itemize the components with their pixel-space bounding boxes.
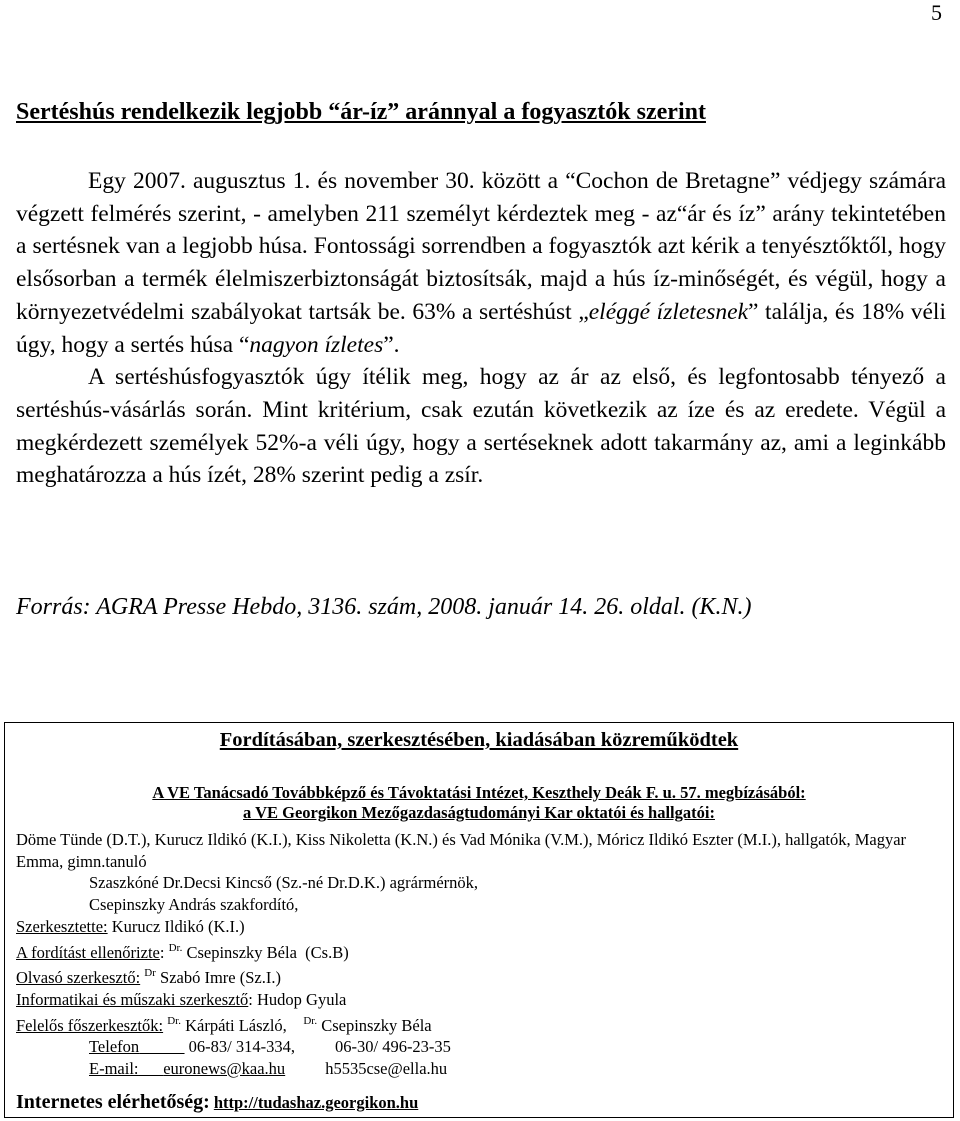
checker-name: Csepinszky Béla [186,942,297,962]
phone-line [16,1036,941,1058]
commission-line-2: a VE Georgikon Mezőgazdaságtudományi Kar oktatói és hallgatói: [243,803,715,822]
editor-line [16,916,941,938]
it-editor-name: Hudop Gyula [257,989,347,1009]
chief-editor-1-name: Kárpáti László, [185,1015,287,1035]
checker-label: A fordítást ellenőrizte [16,942,160,962]
commission-block [5,783,953,823]
email-label: E-mail: euronews@kaa.hu [89,1059,286,1079]
paragraph-1 [16,165,946,361]
proofreader-label: Olvasó szerkesztő: [16,968,141,988]
proofreader-name: Szabó Imre (Sz.I.) [160,968,281,988]
source-citation: Forrás: AGRA Presse Hebdo, 3136. szám, 2008. január 14. 26. oldal. (K.N.) [16,594,752,620]
paragraph-2: A sertéshúsfogyasztók úgy ítélik meg, hogy az ár az első, és legfontosabb tényező a sertéshús-vásárlás során. Mint kritérium, csak ezután következik az íze és az eredete. Végül a megkérdezett személyek 52%-a véli úgy, hogy a sertéseknek adott takarmány az, ami a leginkább meghatározza a hús ízét, 28% szerint pedig a zsír. [16,364,946,489]
quote-eleggé-izletesnek: eléggé ízletesnek [588,298,749,325]
chief-editors-line [16,1011,941,1037]
chief-editor-2-title: Dr. [303,1014,318,1027]
checker-abbr: (Cs.B) [305,942,349,962]
page-number: 5 [931,0,942,25]
phone-number-1: 06-83/ 314-334, [188,1037,295,1057]
article-body [16,165,946,492]
checker-line [16,938,941,964]
paragraph-1-text: Egy 2007. augusztus 1. és november 30. között a “Cochon de Bretagne” védjegy számára végzett felmérés szerint, - amelyben 211 személyt kérdeztek meg - az“ár és íz” arány tekintetében a sertésnek van a legjobb húsa. Fontossági sorrendben a fogyasztók azt kérik a tenyésztőktől, hogy elsősorban a termék élelmiszerbiztonságát biztosítsák, majd a hús íz-minőségét, és végül, hogy a környezetvédelmi szabályokat tartsák be. 63% a sertéshúst [16,168,946,325]
it-editor-colon: : [248,989,253,1009]
editor-value: Kurucz Ildikó (K.I.) [111,916,245,936]
quote-continuation: ” találja, és 18% véli úgy, hogy a sertés húsa “ [16,298,946,358]
email-address-2[interactable]: h5535cse@ella.hu [325,1059,448,1079]
editor-label: Szerkesztette: [16,916,108,936]
contributor-translator: Csepinszky András szakfordító, [89,895,299,915]
phone-label: Telefon [89,1037,140,1057]
website-label: Internetes elérhetőség: [16,1091,210,1113]
chief-editor-2-name: Csepinszky Béla [321,1015,432,1035]
email-address-1[interactable]: euronews@kaa.hu [163,1059,286,1079]
website-link[interactable]: http://tudashaz.georgikon.hu [213,1093,419,1112]
email-line [16,1058,941,1080]
credits-list [16,829,941,1080]
commission-line-1: A VE Tanácsadó Továbbképző és Távoktatási Intézet, Keszthely Deák F. u. 57. megbízásából: [152,783,806,802]
quote-nagyon-izletes: nagyon ízletes [249,331,384,358]
it-editor-line [16,989,941,1011]
credits-box [4,722,954,1118]
checker-colon: : [159,942,165,962]
credits-heading: Fordításában, szerkesztésében, kiadásában közreműködtek [219,729,739,751]
proofreader-line [16,963,941,989]
checker-title: Dr. [168,941,183,954]
chief-editors-label: Felelős főszerkesztők: [16,1015,164,1035]
quote-close: ”. [383,331,400,358]
article-title: Sertéshús rendelkezik legjobb “ár-íz” aránnyal a fogyasztók szerint [16,99,706,125]
it-editor-label: Informatikai és műszaki szerkesztő [16,989,249,1009]
proofreader-title: Dr [144,967,156,980]
quote-open: „ [578,298,589,325]
chief-editor-1-title: Dr. [167,1014,181,1027]
website-line [16,1091,418,1114]
contributor-agronomist: Szaszkóné Dr.Decsi Kincső (Sz.-né Dr.D.K.) agrármérnök, [89,873,479,893]
phone-number-2: 06-30/ 496-23-35 [334,1037,451,1057]
contributors-students: Döme Tünde (D.T.), Kurucz Ildikó (K.I.), Kiss Nikoletta (K.N.) és Vad Mónika (V.M.), Móricz Ildikó Eszter (M.I.), hallgatók, Magyar Emma, gimn.tanuló [16,830,907,871]
